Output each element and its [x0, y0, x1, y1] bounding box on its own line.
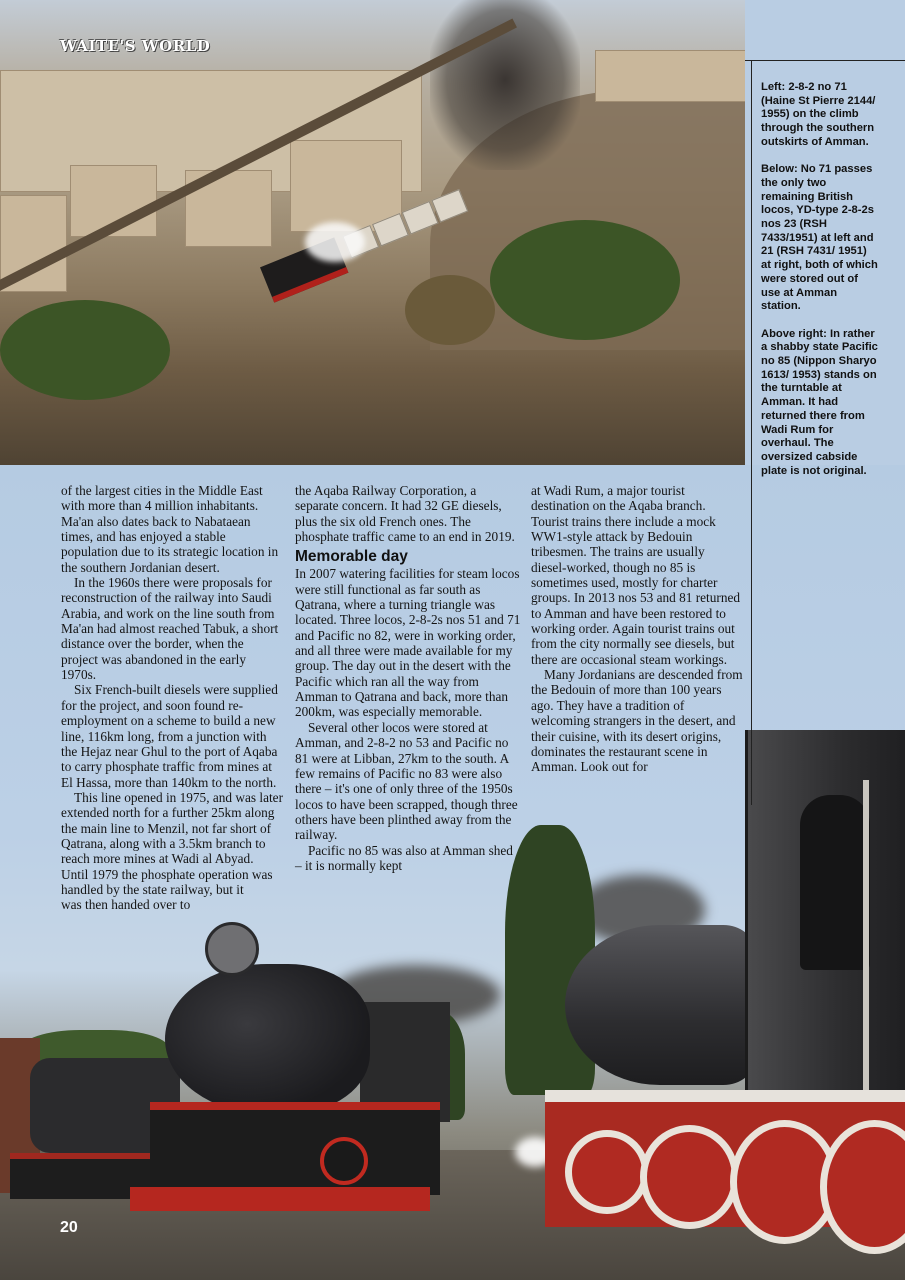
paragraph: Pacific no 85 was also at Amman shed – it is normally kept: [295, 842, 513, 873]
paragraph: Many Jordanians are descended from the Bedouin of more than 100 years ago. They have a tradition of welcoming strangers in the desert, and their cuisine, with its desert origins, dominates the restaurant scene in Amman. Look out for: [531, 667, 743, 775]
paragraph: This line opened in 1975, and was later extended north for a further 25km along the main line to Menzil, not far short of Qatrana, along with a 3.5km branch to reach more mines at Wadi al Abyad. Until 1979 the phosphate operation was handled by the state railway, but it: [61, 789, 284, 897]
article-column-2: [295, 483, 521, 873]
caption-column: [761, 81, 879, 492]
caption-divider: [751, 60, 752, 805]
caption-divider: [745, 60, 905, 61]
paragraph: the Aqaba Railway Corporation, a separate concern. It had 32 GE diesels, plus the six old French ones. The phosphate traffic came to an end in 2019.: [295, 483, 515, 545]
photo-amman-outskirts: [0, 0, 745, 465]
caption-left: Left: 2-8-2 no 71 (Haine St Pierre 2144/ 1955) on the climb through the southern outskirts of Amman.: [761, 81, 876, 148]
caption-above-right: Above right: In rather a shabby state Pacific no 85 (Nippon Sharyo 1613/ 1953) stands on the turntable at Amman. It had returned there from Wadi Rum for overhaul. The oversized cabside plate is not original.: [761, 327, 878, 477]
paragraph: of the largest cities in the Middle East with more than 4 million inhabitants. Ma'an also dates back to Nabataean times, and has enjoyed a stable population due to its strategic location in the southern Jordanian desert.: [61, 483, 279, 575]
article-column-3: [531, 483, 743, 775]
loco-21-right: [545, 700, 905, 1280]
paragraph: was then handed over to: [61, 897, 191, 913]
paragraph: In the 1960s there were proposals for reconstruction of the railway into Saudi Arabia, and work on the line south from Ma'an had almost reached Tabuk, a short distance over the border, when the project was abandoned in the early 1970s.: [61, 575, 279, 683]
paragraph: at Wadi Rum, a major tourist destination on the Aqaba branch. Tourist trains there include a mock WW1-style attack by Bedouin tribesmen. The trains are usually diesel-worked, though no 85 is sometimes used, mostly for charter groups. In 2013 nos 53 and 81 returned to Amman and have been restored to working order. Again tourist trains out from the city normally see diesels, but there are occasional steam workings.: [531, 483, 741, 667]
loco-71: [130, 922, 450, 1252]
paragraph: Six French-built diesels were supplied for the project, and soon found re-employment on a scheme to build a new line, 116km long, from a junction with the Hejaz near Ghul to the port of Aqaba to carry phosphate traffic from mines at El Hassa, more than 140km to the north.: [61, 682, 278, 790]
section-title: WAITE'S WORLD: [60, 37, 211, 55]
caption-below: Below: No 71 passes the only two remaining British locos, YD-type 2-8-2s nos 23 (RSH 7433/1951) at left and 21 (RSH 7431/ 1951) at right, both of which were stored out of use at Amman station.: [761, 163, 878, 313]
paragraph: In 2007 watering facilities for steam locos were still functional as far south as Qatrana, where a turning triangle was located. Three locos, 2-8-2s nos 51 and 71 and Pacific no 82, were in working order, and all three were made available for my group. The day out in the desert with the Pacific which ran all the way from Amman to Qatrana and back, more than 200km, was especially memorable.: [295, 566, 521, 720]
page-number: 20: [60, 1219, 78, 1236]
subheading: Memorable day: [295, 548, 408, 566]
paragraph: Several other locos were stored at Amman, and 2-8-2 no 53 and Pacific no 81 were at Libban, 27km to the south. A few remains of Pacific no 83 were also there – it's one of only three of the 1950s locos to have been scrapped, though three others have been plinthed away from the railway.: [295, 719, 518, 843]
article-column-1: [61, 483, 283, 913]
